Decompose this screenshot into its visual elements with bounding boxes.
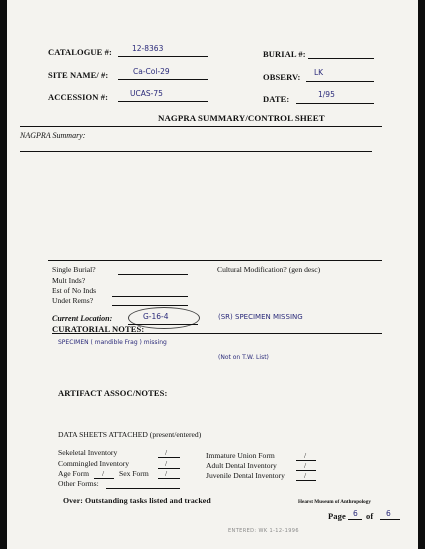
accession-value: UCAS-75 [130, 89, 163, 98]
of-label: of [366, 511, 374, 521]
age-form-slash: / [102, 469, 105, 478]
commingled-line [158, 468, 180, 469]
skeletal-label: Sekeletal Inventory [58, 448, 118, 457]
commingled-label: Commingled Inventory [58, 459, 130, 468]
scan-edge-left [0, 0, 7, 549]
museum-name: Hearst Museum of Anthropology [298, 499, 371, 505]
page-number-line [348, 519, 362, 520]
date-underline [296, 103, 374, 104]
cultural-mod-label: Cultural Modification? (gen desc) [217, 265, 321, 274]
catalogue-value: 12-8363 [132, 44, 164, 53]
commingled-slash: / [165, 459, 168, 468]
burial-underline [308, 58, 374, 59]
summary-rule [20, 151, 372, 152]
entered-stamp: ENTERED: WK 1-12-1996 [228, 528, 299, 534]
data-sheets-heading: DATA SHEETS ATTACHED (present/entered) [58, 430, 202, 439]
curatorial-rule [52, 333, 382, 334]
catalogue-underline [118, 56, 208, 57]
date-value: 1/95 [318, 90, 335, 99]
sex-form-line [158, 478, 180, 479]
page-label: Page [328, 511, 346, 521]
site-underline [118, 79, 208, 80]
adult-dental-label: Adult Dental Inventory [206, 461, 277, 470]
scan-edge-right [418, 0, 425, 549]
adult-dental-slash: / [304, 461, 307, 470]
artifact-label: ARTIFACT ASSOC/NOTES: [58, 388, 168, 398]
observ-value: LK [314, 68, 324, 77]
juvenile-dental-label: Juvenile Dental Inventory [206, 471, 285, 480]
undet-rems-line [112, 305, 188, 306]
date-label: DATE: [263, 94, 290, 104]
undet-rems-label: Undet Rems? [52, 296, 94, 305]
burial-section-rule [48, 260, 382, 261]
other-forms-line [106, 488, 180, 489]
single-burial-line [118, 274, 188, 275]
other-forms-label: Other Forms: [58, 479, 99, 488]
observ-label: OBSERV: [263, 72, 301, 82]
single-burial-label: Single Burial? [52, 265, 96, 274]
current-location-label: Current Location: [52, 314, 113, 323]
page-total-line [380, 519, 400, 520]
page-total: 6 [386, 509, 391, 518]
est-no-inds-label: Est of No Inds [52, 286, 97, 295]
immature-union-slash: / [304, 451, 307, 460]
skeletal-slash: / [165, 448, 168, 457]
sex-form-label: Sex Form [119, 469, 149, 478]
immature-union-label: Immature Union Form [206, 451, 275, 460]
sex-form-slash: / [165, 469, 168, 478]
over-text: Over: Outstanding tasks listed and tracked [63, 496, 211, 505]
juvenile-dental-line [296, 480, 316, 481]
site-value: Ca-Col-29 [133, 67, 170, 76]
curatorial-note-1: SPECIMEN ( mandible Frag ) missing [58, 339, 167, 346]
location-note: (SR) SPECIMEN MISSING [218, 313, 303, 321]
site-label: SITE NAME/ #: [48, 70, 109, 80]
page-title: NAGPRA SUMMARY/CONTROL SHEET [158, 113, 325, 123]
title-rule [20, 126, 382, 127]
accession-underline [118, 101, 208, 102]
accession-label: ACCESSION #: [48, 92, 109, 102]
age-form-label: Age Form [58, 469, 90, 478]
juvenile-dental-slash: / [304, 471, 307, 480]
curatorial-note-2: (Not on T.W. List) [218, 354, 269, 361]
curatorial-label: CURATORIAL NOTES: [52, 324, 145, 334]
page-number: 6 [353, 509, 358, 518]
observ-underline [306, 81, 374, 82]
summary-label: NAGPRA Summary: [20, 131, 86, 140]
burial-label: BURIAL #: [263, 49, 306, 59]
location-value: G-16-4 [143, 312, 169, 321]
skeletal-line [158, 457, 180, 458]
est-no-inds-line [112, 296, 188, 297]
mult-inds-label: Mult Inds? [52, 276, 86, 285]
catalogue-label: CATALOGUE #: [48, 47, 112, 57]
